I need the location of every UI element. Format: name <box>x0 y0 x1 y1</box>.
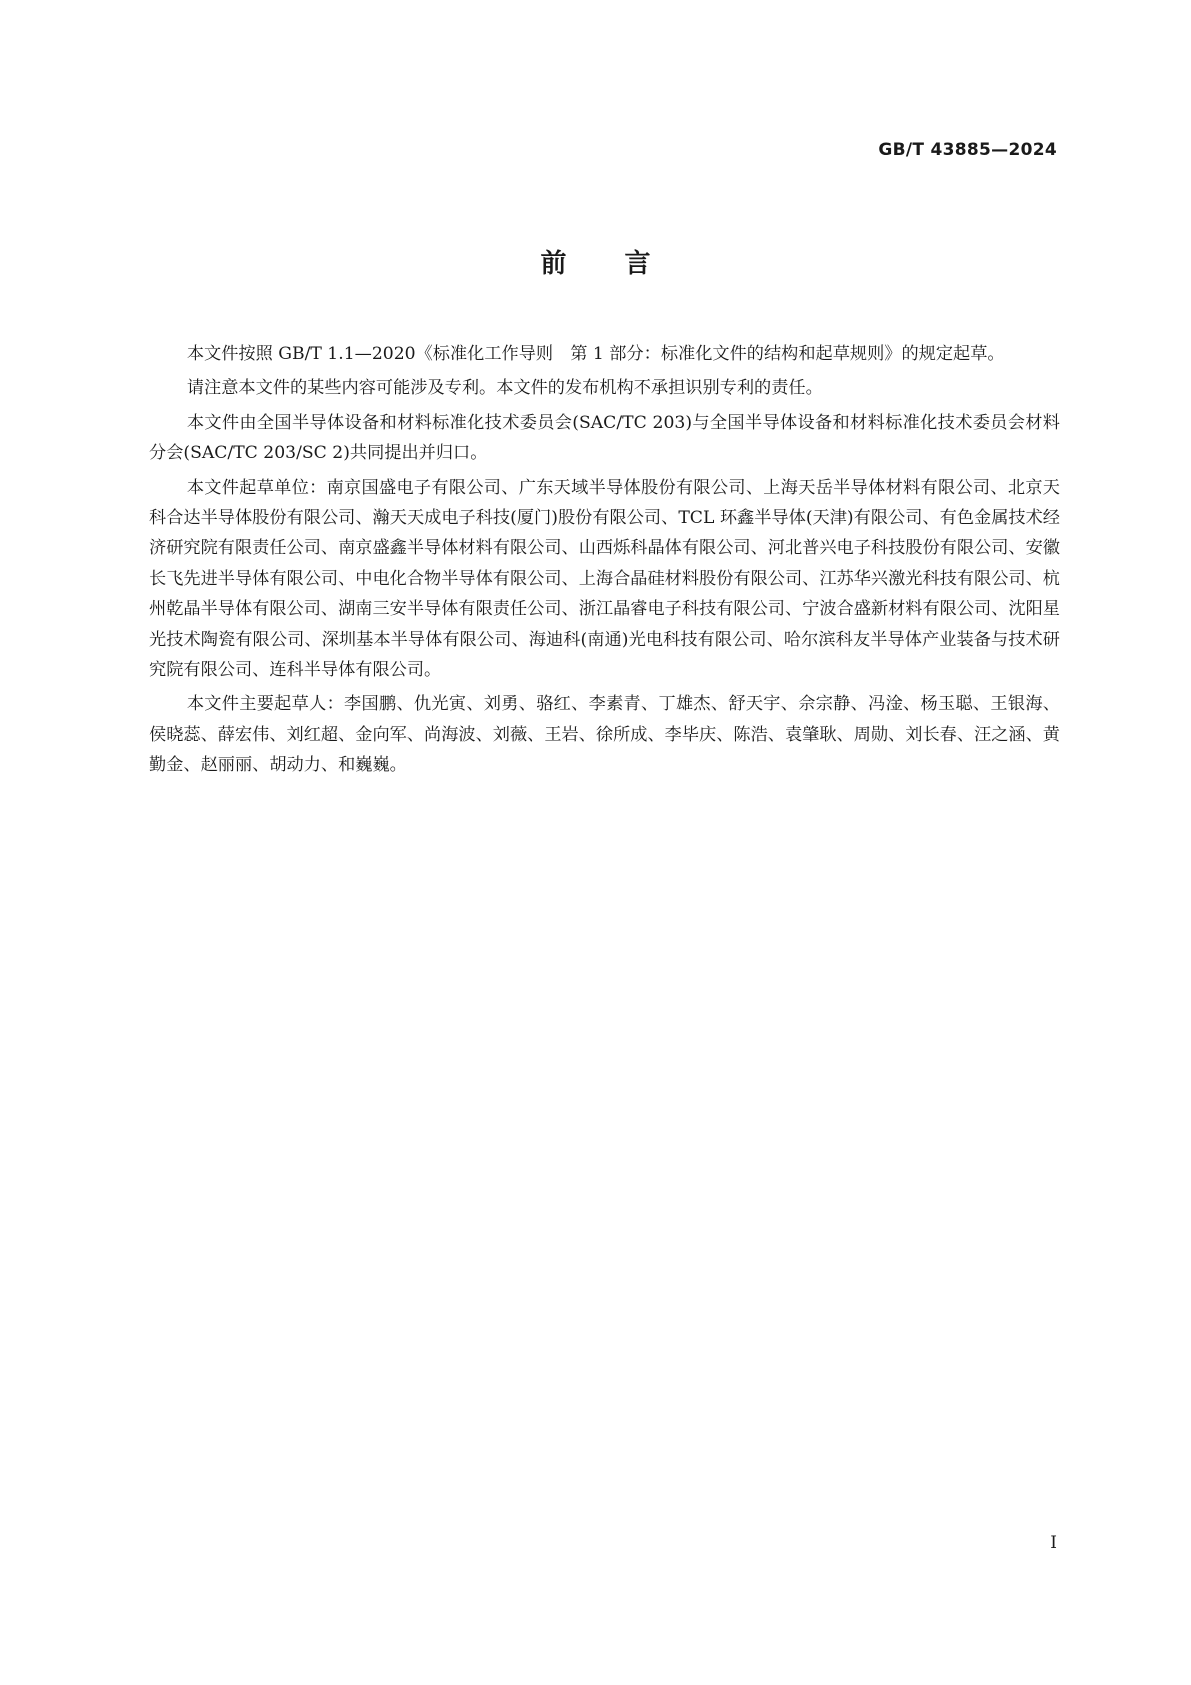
paragraph-drafting-units: 本文件起草单位：南京国盛电子有限公司、广东天域半导体股份有限公司、上海天岳半导体材料有限公司、北京天科合达半导体股份有限公司、瀚天天成电子科技(厦门)股份有限公司、TCL 环鑫半导体(天津)有限公司、有色金属技术经济研究院有限责任公司、南京盛鑫半导体材料有限公司、山西烁科晶体有限公司、河北普兴电子科技股份有限公司、安徽长飞先进半导体有限公司、中电化合物半导体有限公司、上海合晶硅材料股份有限公司、江苏华兴激光科技有限公司、杭州乾晶半导体有限公司、湖南三安半导体有限责任公司、浙江晶睿电子科技有限公司、宁波合盛新材料有限公司、沈阳星光技术陶瓷有限公司、深圳基本半导体有限公司、海迪科(南通)光电科技有限公司、哈尔滨科友半导体产业装备与技术研究院有限公司、连科半导体有限公司。 <box>149 477 1060 681</box>
paragraph-drafting-rules: 本文件按照 GB/T 1.1—2020《标准化工作导则 第 1 部分：标准化文件的结构和起草规则》的规定起草。 <box>186 344 1005 364</box>
paragraph-patent-notice: 请注意本文件的某些内容可能涉及专利。本文件的发布机构不承担识别专利的责任。 <box>186 378 823 399</box>
section-title: 前言 <box>540 249 709 279</box>
page-number: I <box>1050 1533 1057 1553</box>
standard-number: GB/T 43885—2024 <box>878 140 1057 160</box>
preface-body <box>149 339 1060 785</box>
paragraph-drafters: 本文件主要起草人：李国鹏、仇光寅、刘勇、骆红、李素青、丁雄杰、舒天宇、佘宗静、冯淦、杨玉聪、王银海、侯晓蕊、薛宏伟、刘红超、金向军、尚海波、刘薇、王岩、徐所成、李毕庆、陈浩、袁肇耿、周勋、刘长春、汪之涵、黄勤金、赵丽丽、胡动力、和巍巍。 <box>149 694 1060 776</box>
paragraph-proposer: 本文件由全国半导体设备和材料标准化技术委员会(SAC/TC 203)与全国半导体设备和材料标准化技术委员会材料分会(SAC/TC 203/SC 2)共同提出并归口。 <box>149 412 1060 464</box>
